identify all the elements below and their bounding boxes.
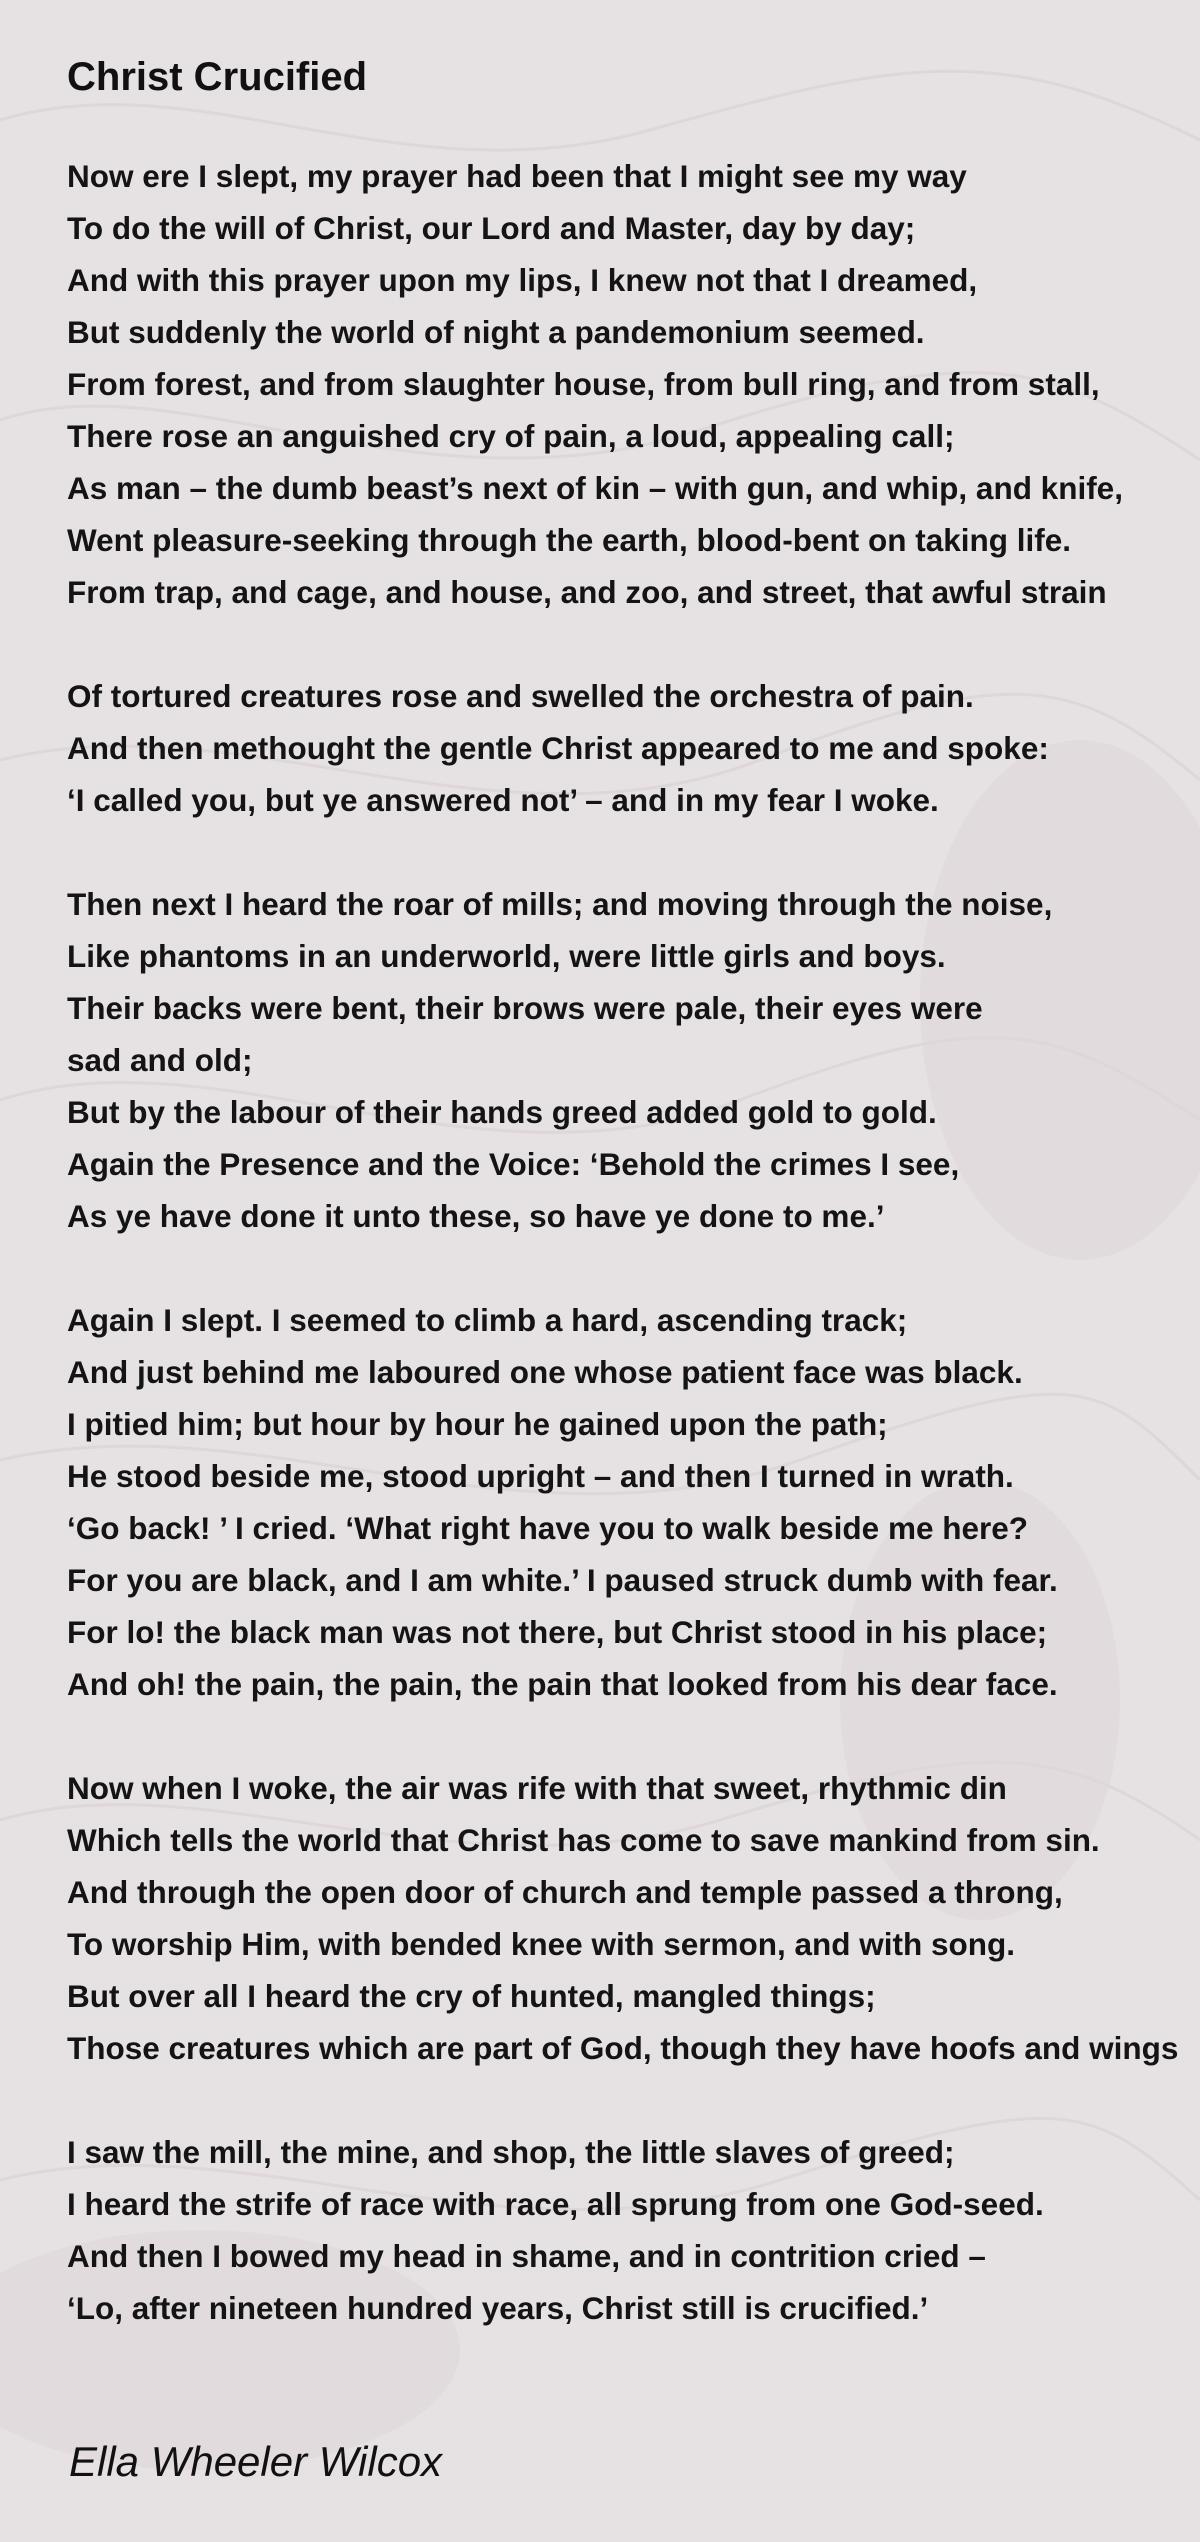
poem-line: Those creatures which are part of God, though they have hoofs and wings <box>67 2030 1179 2066</box>
poem-line: And with this prayer upon my lips, I knew not that I dreamed, <box>67 262 978 298</box>
poem-line: But over all I heard the cry of hunted, mangled things; <box>67 1978 876 2014</box>
poem-line: ‘Lo, after nineteen hundred years, Christ still is crucified.’ <box>67 2290 929 2326</box>
poem-stanza <box>67 1762 1200 2074</box>
poem-line: ‘Go back! ’ I cried. ‘What right have you to walk beside me here? <box>67 1510 1028 1546</box>
poem-line: Went pleasure-seeking through the earth, blood-bent on taking life. <box>67 522 1071 558</box>
poem-line: For you are black, and I am white.’ I paused struck dumb with fear. <box>67 1562 1058 1598</box>
poem-line: From trap, and cage, and house, and zoo, and street, that awful strain <box>67 574 1107 610</box>
poem-line: To worship Him, with bended knee with sermon, and with song. <box>67 1926 1015 1962</box>
poem-line: As man – the dumb beast’s next of kin – with gun, and whip, and knife, <box>67 470 1123 506</box>
poem-line: To do the will of Christ, our Lord and Master, day by day; <box>67 210 916 246</box>
poem-line: Again I slept. I seemed to climb a hard, ascending track; <box>67 1302 908 1338</box>
poem-line: Of tortured creatures rose and swelled the orchestra of pain. <box>67 678 974 714</box>
poem-line: I saw the mill, the mine, and shop, the little slaves of greed; <box>67 2134 955 2170</box>
poem-line: And through the open door of church and temple passed a throng, <box>67 1874 1063 1910</box>
poem-line: Now when I woke, the air was rife with that sweet, rhythmic din <box>67 1770 1007 1806</box>
poem-line: ‘I called you, but ye answered not’ – and in my fear I woke. <box>67 782 939 818</box>
poem-line: Their backs were bent, their brows were pale, their eyes were <box>67 990 983 1026</box>
poem-line: And oh! the pain, the pain, the pain that looked from his dear face. <box>67 1666 1058 1702</box>
poem-line: There rose an anguished cry of pain, a loud, appealing call; <box>67 418 955 454</box>
poem-author: Ella Wheeler Wilcox <box>69 2438 443 2485</box>
poem-line: From forest, and from slaughter house, from bull ring, and from stall, <box>67 366 1100 402</box>
poem-title: Christ Crucified <box>67 55 368 99</box>
poem-stanza <box>67 1294 1200 1710</box>
poem-line: For lo! the black man was not there, but Christ stood in his place; <box>67 1614 1048 1650</box>
poem-line: I pitied him; but hour by hour he gained upon the path; <box>67 1406 888 1442</box>
poem-line: And then I bowed my head in shame, and in contrition cried – <box>67 2238 986 2274</box>
poem-line: But by the labour of their hands greed added gold to gold. <box>67 1094 937 1130</box>
poem-stanza <box>67 670 1200 826</box>
poem-line: Now ere I slept, my prayer had been that I might see my way <box>67 158 967 194</box>
poem-line: As ye have done it unto these, so have ye done to me.’ <box>67 1198 885 1234</box>
poem-line: Which tells the world that Christ has come to save mankind from sin. <box>67 1822 1100 1858</box>
poem-line: Then next I heard the roar of mills; and moving through the noise, <box>67 886 1053 922</box>
poem-body <box>67 150 1200 2386</box>
poem-line: And then methought the gentle Christ appeared to me and spoke: <box>67 730 1049 766</box>
poem-line: But suddenly the world of night a pandemonium seemed. <box>67 314 925 350</box>
poem-line: He stood beside me, stood upright – and then I turned in wrath. <box>67 1458 1014 1494</box>
poem-line: Again the Presence and the Voice: ‘Behold the crimes I see, <box>67 1146 960 1182</box>
poem-stanza <box>67 2126 1200 2334</box>
poem-line: I heard the strife of race with race, all sprung from one God-seed. <box>67 2186 1044 2222</box>
poem-stanza <box>67 878 1200 1242</box>
poem-stanza <box>67 150 1200 618</box>
poem-line: Like phantoms in an underworld, were little girls and boys. <box>67 938 946 974</box>
poem-line: sad and old; <box>67 1042 253 1078</box>
poem-line: And just behind me laboured one whose patient face was black. <box>67 1354 1023 1390</box>
